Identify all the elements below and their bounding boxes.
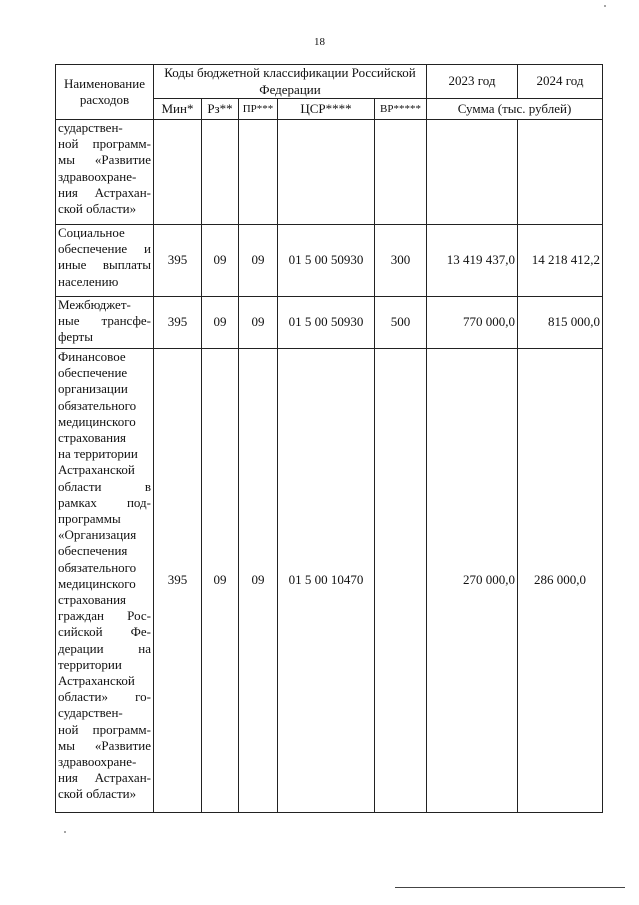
name-line: программы bbox=[58, 511, 121, 527]
scan-artifact-dot bbox=[604, 5, 606, 7]
cell-rz: 09 bbox=[202, 225, 239, 297]
cell-rz bbox=[202, 120, 239, 225]
name-line: ния Астрахан- bbox=[58, 770, 151, 786]
name-line: иные выплаты bbox=[58, 257, 151, 273]
name-line: ферты bbox=[58, 329, 93, 345]
cell-2023: 770 000,0 bbox=[427, 297, 518, 349]
name-line: Финансовое bbox=[58, 349, 126, 364]
cell-2023 bbox=[427, 120, 518, 225]
cell-min: 395 bbox=[154, 349, 202, 813]
header-year-2023: 2023 год bbox=[427, 65, 518, 99]
header-pr: ПР*** bbox=[239, 99, 278, 120]
name-line: медицинского bbox=[58, 413, 136, 429]
header-vr: ВР***** bbox=[375, 99, 427, 120]
name-line: здравоохране- bbox=[58, 754, 137, 770]
name-line: Социальное bbox=[58, 225, 125, 240]
name-line: ской области» bbox=[58, 201, 137, 217]
cell-pr: 09 bbox=[239, 225, 278, 297]
page-number: 18 bbox=[314, 36, 325, 48]
header-row-1 bbox=[56, 65, 603, 99]
name-line: страхования bbox=[58, 592, 127, 608]
name-line: Астраханской bbox=[58, 462, 135, 478]
budget-table bbox=[55, 64, 603, 813]
table-row bbox=[56, 349, 603, 813]
table-row bbox=[56, 297, 603, 349]
name-line: Астраханской bbox=[58, 673, 135, 689]
table-row bbox=[56, 225, 603, 297]
row-name bbox=[56, 297, 154, 349]
name-line: на территории bbox=[58, 446, 138, 462]
scan-artifact-dot bbox=[64, 831, 66, 833]
cell-csr bbox=[278, 120, 375, 225]
header-codes-group: Коды бюджетной классификации Российской Федерации bbox=[154, 65, 427, 99]
row-name bbox=[56, 349, 154, 813]
name-line: области» го- bbox=[58, 689, 151, 705]
name-line: сударствен- bbox=[58, 705, 123, 721]
cell-pr bbox=[239, 120, 278, 225]
header-csr: ЦСР**** bbox=[278, 99, 375, 120]
name-line: ской области» bbox=[58, 786, 137, 802]
cell-2023: 270 000,0 bbox=[427, 349, 518, 813]
name-line: мы «Развитие bbox=[58, 737, 151, 753]
name-line: территории bbox=[58, 656, 122, 672]
cell-rz: 09 bbox=[202, 349, 239, 813]
cell-2024 bbox=[518, 120, 603, 225]
cell-min: 395 bbox=[154, 297, 202, 349]
cell-csr: 01 5 00 10470 bbox=[278, 349, 375, 813]
name-line: ные трансфе- bbox=[58, 313, 151, 329]
cell-2024: 815 000,0 bbox=[518, 297, 603, 349]
name-line: обязательного bbox=[58, 559, 137, 575]
cell-2023: 13 419 437,0 bbox=[427, 225, 518, 297]
name-line: обязательного bbox=[58, 397, 137, 413]
cell-csr: 01 5 00 50930 bbox=[278, 297, 375, 349]
table-row bbox=[56, 120, 603, 225]
name-line: Межбюджет- bbox=[58, 297, 131, 312]
header-rz: Рз** bbox=[202, 99, 239, 120]
name-line: обеспечение и bbox=[58, 241, 151, 257]
cell-min: 395 bbox=[154, 225, 202, 297]
name-line: обеспечения bbox=[58, 543, 128, 559]
scan-artifact-line bbox=[395, 887, 625, 888]
cell-pr: 09 bbox=[239, 297, 278, 349]
name-line: «Организация bbox=[58, 527, 137, 543]
cell-vr: 500 bbox=[375, 297, 427, 349]
name-line: ной программ- bbox=[58, 721, 151, 737]
name-line: ной программ- bbox=[58, 136, 151, 152]
name-line: здравоохране- bbox=[58, 168, 137, 184]
cell-csr: 01 5 00 50930 bbox=[278, 225, 375, 297]
cell-vr: 300 bbox=[375, 225, 427, 297]
cell-vr bbox=[375, 349, 427, 813]
row-name bbox=[56, 225, 154, 297]
name-line: ния Астрахан- bbox=[58, 184, 151, 200]
cell-2024: 14 218 412,2 bbox=[518, 225, 603, 297]
header-sum: Сумма (тыс. рублей) bbox=[427, 99, 603, 120]
cell-min bbox=[154, 120, 202, 225]
name-line: сийской Фе- bbox=[58, 624, 151, 640]
name-line: обеспечение bbox=[58, 365, 128, 381]
header-name-col: Наименование расходов bbox=[56, 65, 154, 120]
name-line: области в bbox=[58, 478, 151, 494]
name-line: дерации на bbox=[58, 640, 151, 656]
name-line: рамках под- bbox=[58, 494, 151, 510]
cell-pr: 09 bbox=[239, 349, 278, 813]
name-line: организации bbox=[58, 381, 128, 397]
header-year-2024: 2024 год bbox=[518, 65, 603, 99]
cell-2024: 286 000,0 bbox=[518, 349, 603, 813]
row-name bbox=[56, 120, 154, 225]
cell-rz: 09 bbox=[202, 297, 239, 349]
header-min: Мин* bbox=[154, 99, 202, 120]
name-line: сударствен- bbox=[58, 120, 123, 135]
name-line: медицинского bbox=[58, 575, 136, 591]
name-line: граждан Рос- bbox=[58, 608, 151, 624]
name-line: населению bbox=[58, 273, 119, 289]
name-line: страхования bbox=[58, 430, 127, 446]
name-line: мы «Развитие bbox=[58, 152, 151, 168]
cell-vr bbox=[375, 120, 427, 225]
